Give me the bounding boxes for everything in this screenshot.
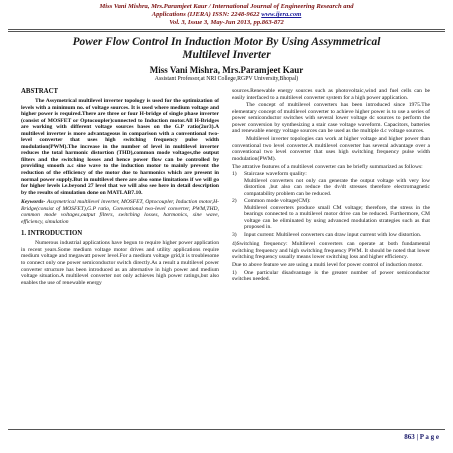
- header-line-3: Vol. 3, Issue 3, May-Jun 2013, pp.863-872: [169, 19, 284, 26]
- limitations-list: [232, 270, 430, 283]
- title-line-2: Multilevel Inverter: [182, 49, 271, 61]
- abstract-text: The Assymetrical multilevel inverter topology is used for the optimization of levels with a minimum no. of voltage sources. It is used where medium voltage and higher power is required.There are three or four H-bridge of single phase inverter (consist of MOSFET or Optocoupler)connected to Induction motor.All H-Bridges are working with different voltage sources bases on the G.P ratio(2or3).A multilevel inverter is more advantageous in comparison with a conventional two-level converter that uses high switching frequency pulse width modulation(PWM).The increase in the number of level in multilevel inverter reduces the total harmonic distortion (THD),common mode voltages,the output filters and the switching losses and hence power flow can be controlled by providing smooth a.c sine wave to the induction motor to mainly prevent the reduction of the efficiency of the motor due to harmonics which are present in normal power supply.But in multilevel there are also some limitations if we will go for higher levels i.e.beyond 27 level that we will also see here in detail description by the results of simulation done on MATLAB7.10.: [21, 98, 219, 196]
- keywords-label: Keywords-: [21, 199, 46, 206]
- right-paragraph-6: Due to above feature we are using a multi level for power control of induction motor.: [232, 262, 423, 269]
- header-divider: [8, 29, 445, 32]
- introduction-text: Numerous industrial applications have begun to require higher power application in recent years.Some medium voltage motor drives and utility applications require medium voltage and megawatt power level.For a medium voltage grid,it is troublesome to connect only one power semiconductor switch directly.As a result a multilevel power converter structure has been introduced as an alternative in high power and medium voltage situation.A multilevel converter not only achieves high power ratings,but also enables the use of renewable energy: [21, 240, 219, 286]
- right-paragraph-5: 4)Switching frequency: Multilevel converters can operate at both fundamental switching frequency and high switching frequency PWM. It should be noted that lower switching frequency usually means lower switching loss and higher efficiency.: [232, 241, 430, 261]
- introduction-heading: 1. INTRODUCTION: [21, 230, 83, 238]
- footer-divider: [8, 429, 445, 430]
- author-affiliation: Assistant Professor,at NRI College,RGPV University,Bhopal): [154, 76, 299, 82]
- list-item: [232, 232, 430, 239]
- list-item: [232, 171, 430, 197]
- list-item-detail: Multilevel converters produce small CM voltage; therefore, the stress in the bearings connected to a multilevel motor drive can be reduced. Furthermore, CM voltage can be eliminated by using advanced modulation strategies such as that proposed in.: [244, 204, 430, 231]
- right-paragraph-4: The attrative features of a multilevel converter can be briefly summarized as follows:: [232, 163, 423, 170]
- list-item: [232, 270, 430, 283]
- journal-header: [4, 3, 449, 27]
- list-item-title: Staircase waveform quality:: [244, 171, 307, 178]
- list-item-detail: Multilevel converters not only can generate the output voltage with very low distortion ,but also can reduce the dv/dt stresses therefore electromagnetic compatability problem can be reduced.: [244, 177, 430, 197]
- list-item-number: 2): [232, 198, 237, 205]
- page-number: 863 | P a g e: [404, 433, 439, 441]
- list-item-number: 1): [232, 269, 237, 276]
- paper-authors: Miss Vani Mishra, Mrs.Paramjeet Kaur: [149, 65, 304, 75]
- keywords-text: Assymetrical multilevel inverter, MOSFET, Optocoupler, Induction motor,H-Bridge(consist of MOSFET),G.P ratio, Conventional two-level converter, PWM,THD, common mode voltages,output filters, switching losses, harmonics, sine wave, efficiency, simulation: [21, 199, 219, 225]
- list-item-number: 1): [232, 171, 237, 178]
- right-column: [232, 88, 430, 284]
- header-issn: Applications (IJERA) ISSN: 2248-9622: [151, 11, 260, 18]
- title-line-1: Power Flow Control In Induction Motor By Using Assymmetrical: [72, 36, 381, 48]
- list-item-number: 3): [232, 231, 237, 238]
- journal-link[interactable]: www.ijera.com: [261, 11, 302, 18]
- list-item: [232, 198, 430, 231]
- list-item-title: One particular disadvantage is the greater number of power semiconductor switches needed.: [232, 269, 430, 283]
- features-list: [232, 171, 430, 238]
- list-item-title: Input current: Multilevel converters can draw input current with low distortion.: [244, 231, 422, 238]
- keywords-paragraph: [21, 199, 219, 225]
- right-paragraph-1: sources.Renewable energy sources such as photovoltaic,wind and fuel cells can be easily interfaced to a multilevel converter system for a high power application.: [232, 88, 430, 101]
- paper-title: [4, 36, 449, 62]
- right-paragraph-3: Multilevel inverter topologies can work at higher voltage and higher power than conventional two level converter.A multilevel converter has several advantage over a conventional two level converter that uses high switching frequency pulse width modulation(PWM).: [232, 136, 430, 162]
- left-column: [21, 88, 219, 287]
- list-item-title: Common mode voltage(CM):: [244, 198, 311, 205]
- right-paragraph-2: The concept of multilevel converters has been introduced since 1975.The elementary concept of multilevel converter to achieve higher power is to use a series of power semiconductor switches with several lower voltage dc sources to perform the power conversion by synthesizing a stair case voltage waveform. Capacitors, batteries and renewable energy voltage sources can be used as the multiple d.c voltage sources.: [232, 102, 430, 135]
- header-line-2: [4, 11, 449, 19]
- header-line-1: Miss Vani Mishra, Mrs.Paramjeet Kaur / International Journal of Engineering Research and: [99, 3, 354, 10]
- abstract-heading: ABSTRACT: [21, 88, 59, 95]
